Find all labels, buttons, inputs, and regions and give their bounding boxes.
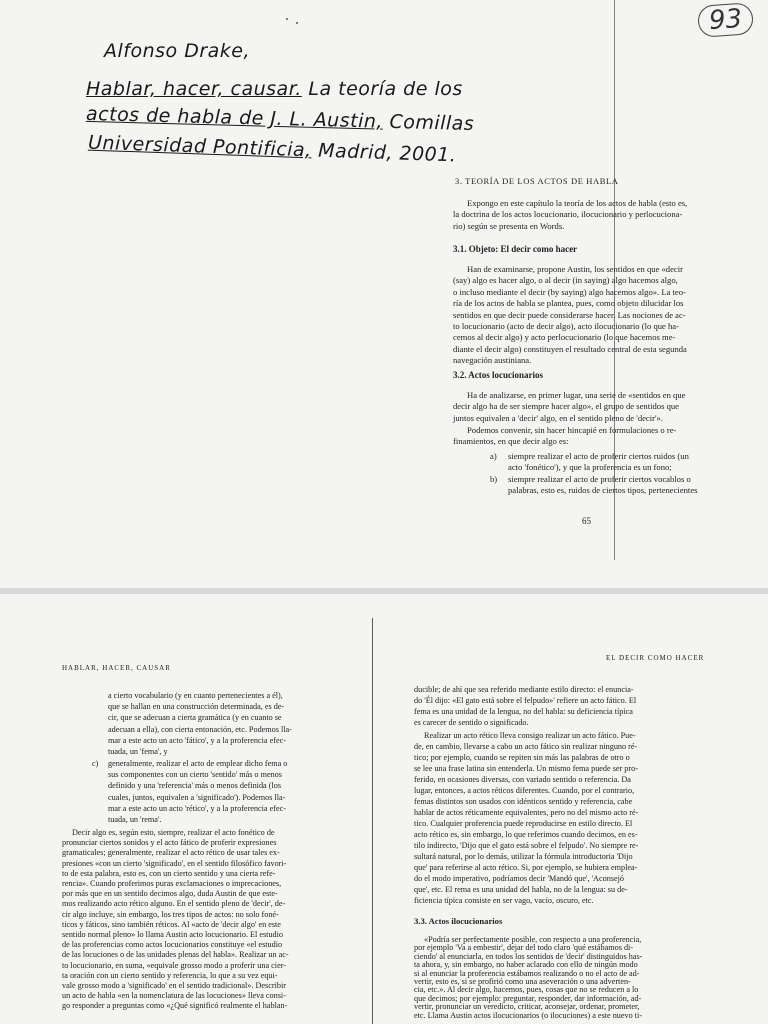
- list-item-b-marker: b): [490, 474, 498, 484]
- subsection-title-3-2: 3.2. Actos locucionarios: [453, 370, 543, 380]
- scan-speck: [296, 22, 298, 24]
- citation-line-2: Hablar, hacer, causar. La teoría de los: [86, 78, 463, 100]
- list-item-a-marker: a): [490, 451, 497, 461]
- right-paragraph-3: «Podría ser perfectamente posible, con respecto a una proferencia, por ejemplo 'Va a embestir', dejar del todo claro 'qué estábamos di- ciendo' al enunciarla, en todos los sentidos de 'decir' distinguidos has- ta ahora, y, sin embargo, no haber aclarado con ello de ningún modo si al enunciar la proferencia estábamos realizando o no el acto de ad- vertir, esto es, si se profirió como una aseveración o una adverten- cia, etc.». Al decir algo, hacemos, pues, cosas que no se reducen a lo que decimos; por ejemplo: preguntar, responder, dar información, ad- vertir, pronunciar un veredicto, criticar, aconsejar, ordenar, prometer, etc. Llama Austin actos ilocucionarios (o ilocuciones) a este nuevo ti-: [414, 935, 643, 1020]
- running-head-left: HABLAR, HACER, CAUSAR: [62, 664, 171, 672]
- subsection-title-3-1: 3.1. Objeto: El decir como hacer: [453, 244, 578, 254]
- list-item-c: generalmente, realizar el acto de emplear dicho fema o sus componentes con un cierto 'sentido' más o menos definido y una 'referencia' más o menos definida (los cuales, juntos, equivalen a 'significado'). Podemos lla- mar a este acto un acto 'rético', y a la proferencia efec- tuada, un 'rema'.: [108, 759, 288, 825]
- list-continuation: a cierto vocabulario (y en cuanto pertenecientes a él), que se hallan en una construcción determinada, es de- cir, que se adecuan a cierta gramática (y en cuanto se adecuan a ella), con cierta entonación, etc. Podemos lla- mar a este acto un acto 'fático', y a la proferencia efec- tuada, un 'fema', y: [108, 691, 292, 757]
- citation-line-4: Universidad Pontificia, Madrid, 2001.: [87, 131, 457, 167]
- right-paragraph-2: Realizar un acto rético lleva consigo realizar un acto fático. Pue- de, en cambio, llevarse a cabo un acto fático sin realizar ninguno ré- tico; por ejemplo, cuando se repiten sin más las palabras de otro o se lee una frase latina sin entenderla. Un mismo fema puede ser pro- ferido, en ocasiones diversas, con variado sentido o referencia. Da lugar, entonces, a actos réticos diferentes. Cuando, por el contrario, femas distintos son usados con idénticos sentido y referencia, cabe hablar de actos réticamente equivalentes, pero no del mismo acto ré- tico. Cualquier proferencia puede reproducirse en estilo directo. El acto rético es, sin embargo, lo que referimos cuando decimos, en es- tilo indirecto, 'Dijo que el gato está sobre el felpudo'. No siempre re- sultará natural, por lo demás, utilizar la fórmula introductoria 'Dijo que' para referirse al acto rético. Si, por ejemplo, se hubiera emplea- do el modo imperativo, podríamos decir 'Mandó que', 'Aconsejó que', etc. El rema es una unidad del habla, no de la lengua: su de- ficiencia típica consiste en ser vago, vacío, oscuro, etc.: [414, 731, 639, 905]
- subsection-3-1-text: Han de examinarse, propone Austin, los sentidos en que «decir (say) algo es hacer algo, o al decir (in saying) algo hacemos algo, o incluso mediante el decir (by saying) algo hacemos algo». La teo- ría de los actos de habla se plantea, pues, como objeto dilucidar los sentidos en que decir puede considerarse hacer. Las nociones de ac- to locucionario (acto de decir algo), acto ilocucionario (lo que ha- cemos al decir algo) y acto perlocucionario (lo que hacemos me- diante el decir algo) constituyen el resultado central de esta segunda navegación austiniana.: [453, 264, 687, 366]
- list-item-c-marker: c): [92, 759, 99, 768]
- subsection-title-3-3: 3.3. Actos ilocucionarios: [414, 916, 503, 926]
- subsection-3-2-text: Ha de analizarse, en primer lugar, una serie de «sentidos en que decir algo ha de ser siempre hacer algo», el grupo de sentidos que juntos equivalen a 'decir' algo, en el sentido pleno de 'decir'».: [453, 390, 686, 423]
- intro-paragraph: Expongo en este capítulo la teoría de los actos de habla (esto es, la doctrina de los actos locucionario, ilocucionario y perlocuciona- rio) según se presenta en Words.: [453, 198, 688, 231]
- section-title: 3. TEORÍA DE LOS ACTOS DE HABLA: [455, 176, 619, 186]
- main-paragraph-left: Decir algo es, según esto, siempre, realizar el acto fonético de pronunciar ciertos sonidos y el acto fático de proferir expresiones gramaticales; generalmente, realizar el acto rético de usar tales ex- presiones «con un cierto 'significado', en el sentido filosófico favori- to de esta palabra, esto es, con un cierto sentido y una cierta refe- rencia». Cuando proferimos puras exclamaciones o imprecaciones, por más que en un sentido decimos algo, duda Austin de que este- mos realizando acto rético alguno. En el sentido pleno de 'decir', de- cir algo incluye, sin embargo, los tres tipos de actos: no solo foné- ticos y fáticos, sino también réticos. Al «acto de 'decir algo' en este sentido normal pleno» lo llama Austin acto locucionario. El estudio de las proferencias como actos locucionarios constituye «el estudio de las locuciones o de las unidades plenas del habla». Realizar un ac- to locucionario, en suma, «equivale grosso modo a proferir una cier- ta oración con un cierto sentido y referencia, lo que a su vez equi- vale grosso modo a 'significado' en el sentido tradicional». Describir un acto de habla «en la nomenclatura de las locuciones» lleva consi- go responder a preguntas como «¿Qué significó realmente el hablan-: [62, 828, 289, 1011]
- page-mark: 93: [697, 2, 754, 38]
- list-item-a: siempre realizar el acto de proferir ciertos ruidos (un acto 'fonético'), y que la proferencia es un fono;: [508, 451, 689, 473]
- right-paragraph-1: ducible; de ahí que sea referido mediante estilo directo: el enuncia- do 'Él dijo: «El gato está sobre el felpudo»' refiere un acto fático. El fema es una unidad de la lengua, no del habla: su deficiencia típica es carecer de sentido o significado.: [414, 685, 637, 727]
- spread-gutter-line: [372, 618, 373, 1024]
- running-head-right: EL DECIR COMO HACER: [606, 654, 705, 662]
- scan-speck: [286, 18, 288, 20]
- citation-line-3: actos de habla de J. L. Austin, Comillas: [85, 102, 475, 136]
- page-number: 65: [582, 516, 591, 526]
- citation-line-1: Alfonso Drake,: [104, 40, 251, 62]
- bottom-spread: [0, 594, 768, 1024]
- subsection-3-2-text-2: Podemos convenir, sin hacer hincapié en formulaciones o re- finamientos, en que decir algo es:: [453, 425, 677, 447]
- list-item-b: siempre realizar el acto de proferir ciertos vocablos o palabras, esto es, ruidos de ciertos tipos, pertenecientes: [508, 474, 698, 496]
